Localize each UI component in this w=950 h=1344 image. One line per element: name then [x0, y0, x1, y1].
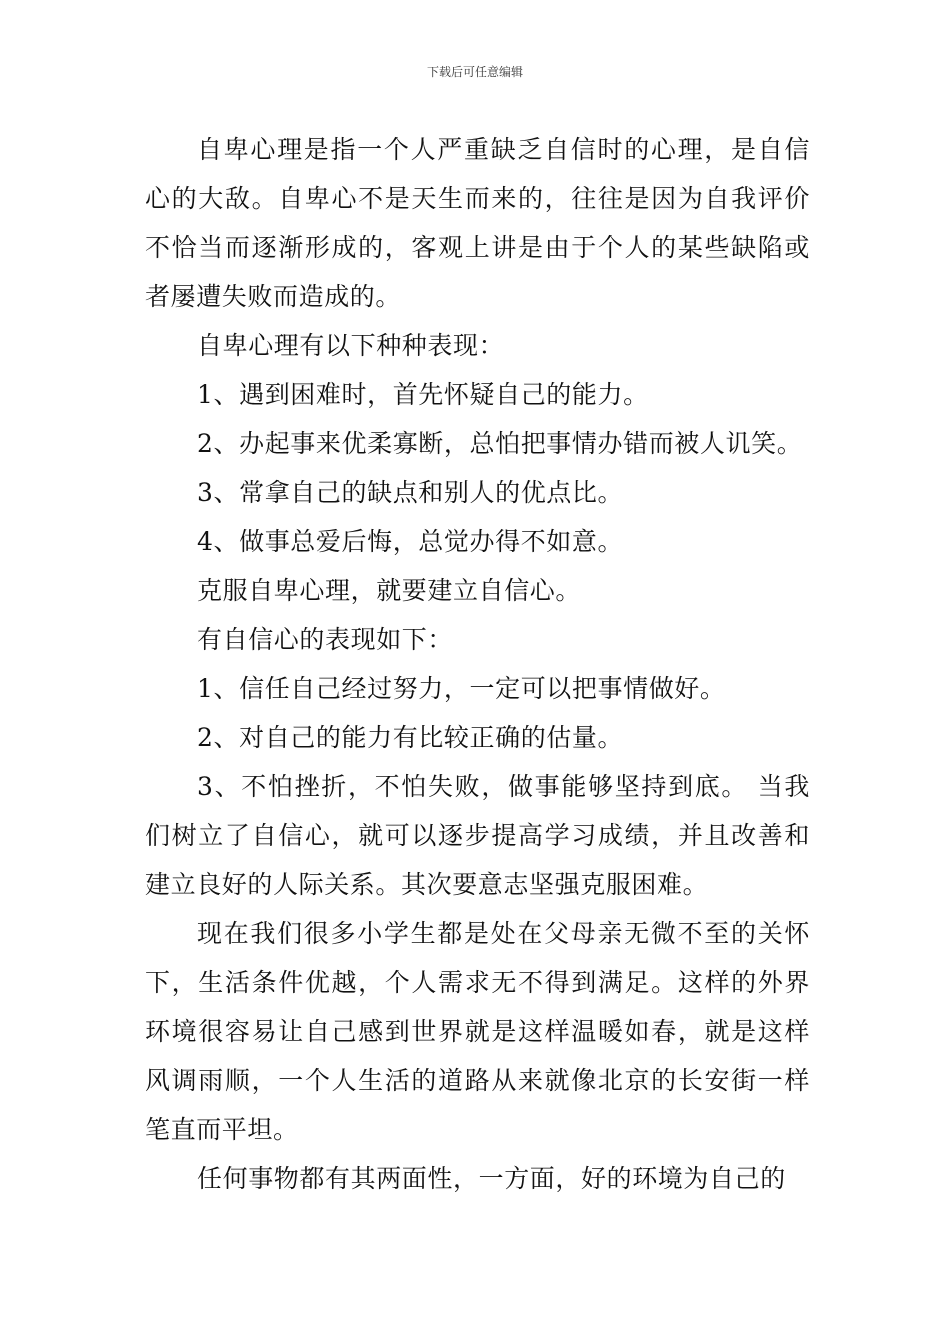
paragraph-8: 有自信心的表现如下：	[197, 625, 454, 654]
paragraph-10: 2、对自己的能力有比较正确的估量。	[197, 723, 624, 752]
page-header: 下载后可任意编辑	[426, 65, 523, 79]
document-body	[145, 125, 810, 1203]
paragraph-13: 任何事物都有其两面性，一方面，好的环境为自己的	[197, 1164, 786, 1193]
paragraph-3: 1、遇到困难时，首先怀疑自己的能力。	[197, 380, 649, 409]
paragraph-12: 现在我们很多小学生都是处在父母亲无微不至的关怀下，生活条件优越，个人需求无不得到满足。这样的外界环境很容易让自己感到世界就是这样温暖如春，就是这样风调雨顺，一个人生活的道路从来就像北京的长安街一样笔直而平坦。	[145, 919, 810, 1144]
paragraph-9: 1、信任自己经过努力，一定可以把事情做好。	[197, 674, 726, 703]
paragraph-11: 3、不怕挫折，不怕失败，做事能够坚持到底。 当我们树立了自信心，就可以逐步提高学习成绩，并且改善和建立良好的人际关系。其次要意志坚强克服困难。	[145, 772, 810, 899]
paragraph-2: 自卑心理有以下种种表现：	[197, 331, 505, 360]
paragraph-4: 2、办起事来优柔寡断，总怕把事情办错而被人讥笑。	[197, 429, 803, 458]
paragraph-6: 4、做事总爱后悔，总觉办得不如意。	[197, 527, 624, 556]
paragraph-5: 3、常拿自己的缺点和别人的优点比。	[197, 478, 624, 507]
paragraph-7: 克服自卑心理，就要建立自信心。	[197, 576, 582, 605]
paragraph-1: 自卑心理是指一个人严重缺乏自信时的心理，是自信心的大敌。自卑心不是天生而来的，往往是因为自我评价不恰当而逐渐形成的，客观上讲是由于个人的某些缺陷或者屡遭失败而造成的。	[145, 135, 810, 311]
